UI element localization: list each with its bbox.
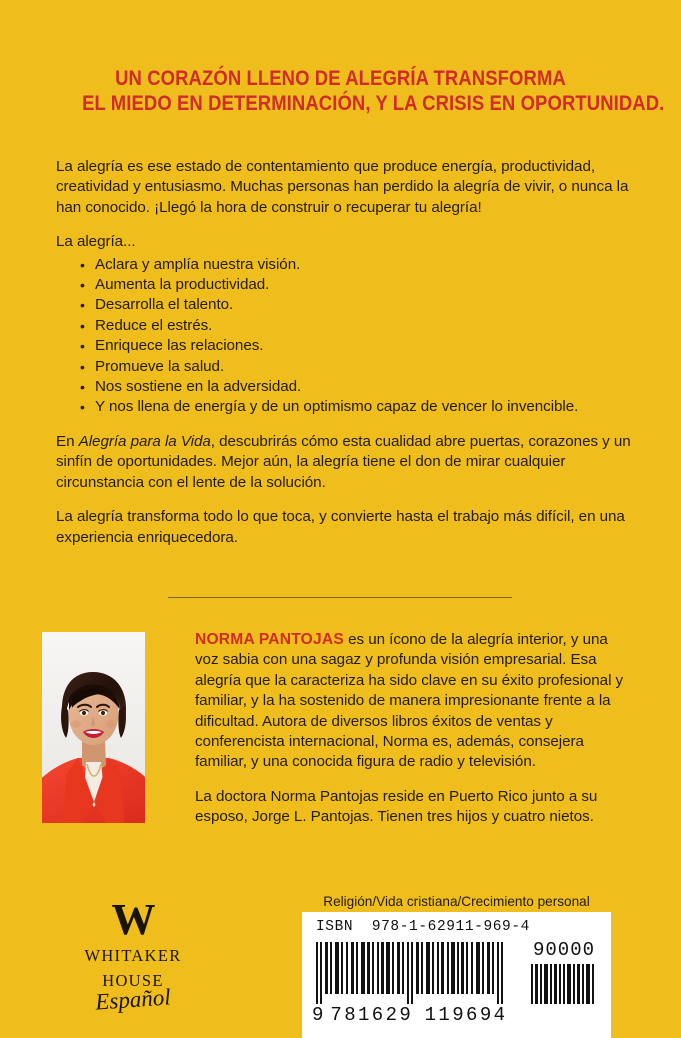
ean13-bars: [314, 942, 510, 1004]
ean-addon-bars: [530, 964, 598, 1004]
ean-group-2: 119694: [424, 1004, 508, 1026]
publisher-name-line-1: WHITAKER: [84, 946, 182, 965]
barcode-panel: [302, 912, 611, 1038]
section-divider: [168, 597, 512, 598]
headline-line-1: UN CORAZÓN LLENO DE ALEGRÍA TRANSFORMA: [115, 66, 566, 90]
headline-line-2: EL MIEDO EN DETERMINACIÓN, Y LA CRISIS EN OPORTUNIDAD.: [82, 91, 665, 115]
intro-paragraph: La alegría es ese estado de contentamiento que produce energía, productividad, creatividad y entusiasmo. Muchas personas han perdido la alegría de vivir, o nunca la han conocido. ¡Llegó la hora de construir o recuperar tu alegría!: [56, 158, 629, 216]
whitaker-w-icon: W: [111, 895, 155, 944]
ean-addon-barcode: [530, 964, 598, 1004]
list-item: • Reduce el estrés.: [80, 316, 634, 336]
list-item: • Aclara y amplía nuestra visión.: [80, 255, 634, 275]
author-bio: [195, 630, 635, 828]
author-name: NORMA PANTOJAS: [195, 631, 344, 648]
benefits-lead-in: La alegría...: [56, 233, 136, 251]
benefits-list: [56, 255, 634, 418]
book-description-paragraph: [56, 432, 634, 493]
isbn-label: ISBN: [316, 919, 354, 935]
author-bio-text: es un ícono de la alegría interior, y una voz sabia con una sagaz y profunda visión empresarial. Esa alegría que la caracteriza ha sido clave en su éxito profesional y familiar, y la ha sostenido de manera impresionante frente a la dificultad. Autora de diversos libros éxitos de ventas y conferencista internacional, Norma es, además, consejera familiar, y una conocida figura de radio y televisión.: [195, 631, 624, 771]
description-text-before-title: En: [56, 432, 79, 450]
publisher-imprint: Español: [94, 984, 172, 1015]
author-bio-paragraph-2: La doctora Norma Pantojas reside en Puerto Rico junto a su esposo, Jorge L. Pantojas. Tienen tres hijos y cuatro nietos.: [195, 787, 598, 826]
headline: [82, 66, 665, 116]
publisher-name-line-2: HOUSE: [102, 970, 164, 990]
isbn-text: [316, 919, 530, 935]
ean-digits: [312, 1004, 512, 1026]
ean13-barcode: [314, 942, 510, 1004]
author-portrait-photo: [42, 632, 145, 823]
body-copy: [56, 157, 634, 548]
addon-digits: 90000: [532, 939, 595, 961]
list-item: • Nos sostiene en la adversidad.: [80, 377, 634, 397]
author-bio-paragraph-1: [195, 630, 635, 773]
category-line: Religión/Vida cristiana/Crecimiento personal: [323, 894, 590, 909]
description-text-after-title: , descubrirás cómo esta cualidad abre puertas, corazones y un sinfín de oportunidades. Mejor aún, la alegría tiene el don de mirar cualquier circunstancia con el lente de la solución.: [56, 432, 631, 491]
list-item: • Enriquece las relaciones.: [80, 336, 634, 356]
closing-paragraph: La alegría transforma todo lo que toca, y convierte hasta el trabajo más difícil, en una experiencia enriquecedora.: [56, 508, 625, 546]
list-item: • Promueve la salud.: [80, 357, 634, 377]
list-item: • Desarrolla el talento.: [80, 295, 634, 315]
list-item: • Aumenta la productividad.: [80, 275, 634, 295]
author-portrait-illustration: [42, 632, 145, 823]
publisher-logo: [58, 895, 208, 1015]
isbn-number: 978-1-62911-969-4: [371, 919, 530, 935]
list-item: • Y nos llena de energía y de un optimismo capaz de vencer lo invencible.: [80, 397, 634, 417]
ean-group-1: 781629: [330, 1004, 414, 1026]
book-title-italic: Alegría para la Vida: [78, 432, 211, 450]
ean-first-digit: 9: [312, 1004, 324, 1026]
